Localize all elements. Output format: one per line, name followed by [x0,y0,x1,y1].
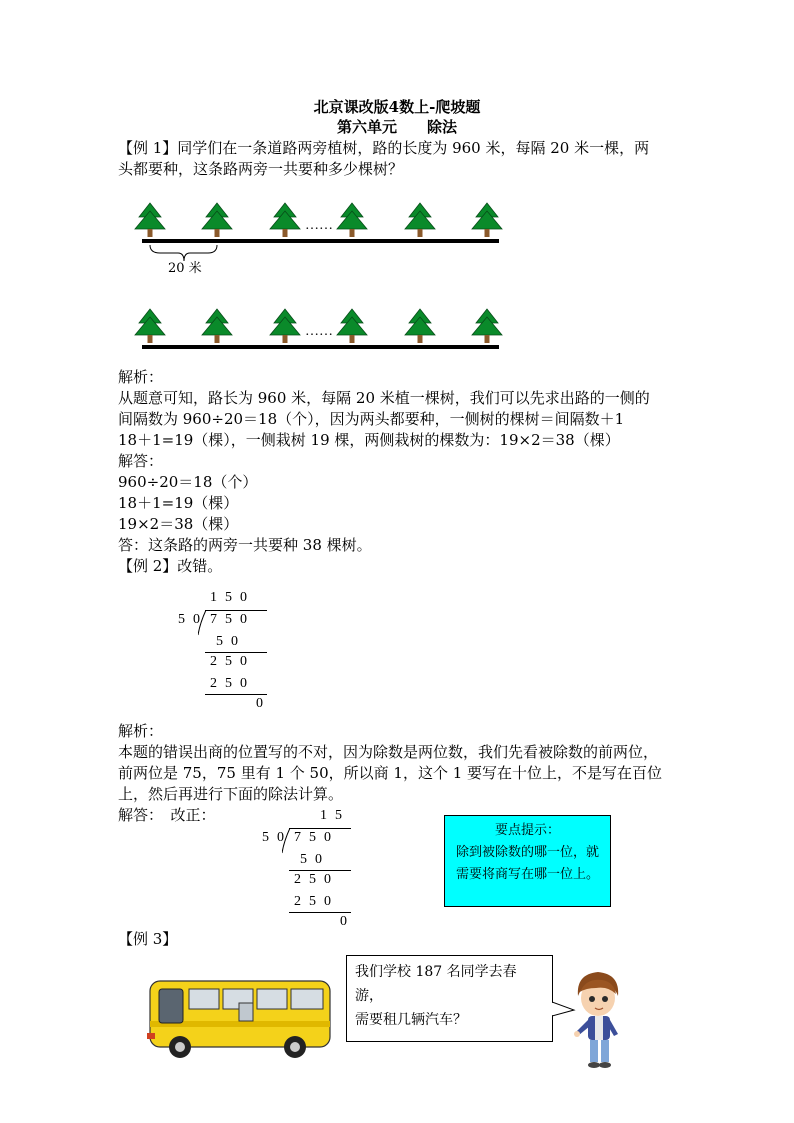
analysis-line: 本题的错误出商的位置写的不对，因为除数是两位数，我们先看被除数的前两位， [118,743,659,761]
ellipsis-dots: …… [305,324,333,339]
example3-heading: 【例 3】 [118,930,178,948]
answer-line: 18＋1=19（棵） [118,494,239,512]
tree-icon [472,309,502,343]
final-answer: 答：这条路的两旁一共要种 38 棵树。 [118,536,372,554]
step-remainder: 250 [210,654,255,669]
divisor: 50 [262,830,292,845]
quotient: 150 [210,590,255,605]
step-product: 50 [216,634,246,649]
tree-icon [135,309,165,343]
road-line [142,239,499,243]
answer-label: 解答： [118,452,164,470]
tree-icon [472,203,502,237]
ellipsis-dots: …… [305,218,333,233]
tree-icon [202,309,232,343]
analysis-label: 解析： [118,368,164,386]
tree-icon [405,203,435,237]
analysis-label: 解析： [118,722,164,740]
analysis-line: 上，然后再进行下面的除法计算。 [118,785,344,803]
boy-character-illustration [568,968,628,1073]
bubble-line: 我们学校 187 名同学去春游， [355,964,517,1004]
analysis-line: 间隔数为 960÷20＝18（个），因为两头都要种，一侧树的棵树＝间隔数＋1 [118,410,625,428]
final-remainder: 0 [340,914,355,929]
tree-icon [202,203,232,237]
answer-line: 19×2＝38（棵） [118,515,239,533]
step-product: 250 [210,676,255,691]
tree-planting-diagram [130,195,510,360]
answer-label: 解答： 改正： [118,806,216,824]
dividend: 750 [294,830,339,845]
tree-icon [270,309,300,343]
key-point-tip-box [444,815,611,907]
interval-label: 20 米 [168,261,202,276]
example1-question-line1: 【例 1】同学们在一条道路两旁植树，路的长度为 960 米，每隔 20 米一棵，两 [118,139,650,157]
tip-line: 除到被除数的哪一位，就 [455,845,599,860]
dividend: 750 [210,612,255,627]
tree-icon [337,309,367,343]
speech-bubble [346,955,553,1042]
quotient: 15 [320,808,350,823]
interval-brace [150,245,217,261]
wrong-long-division [170,590,280,710]
tree-icon [135,203,165,237]
tip-title: 要点提示： [494,823,560,838]
step-product: 250 [294,894,339,909]
tip-line: 需要将商写在哪一位上。 [455,867,599,882]
page-title: 北京课改版4数上-爬坡题 [313,98,481,116]
analysis-line: 从题意可知，路长为 960 米，每隔 20 米植一棵树，我们可以先求出路的一侧的 [118,389,650,407]
example1-question-line2: 头都要种，这条路两旁一共要种多少棵树？ [118,160,404,178]
analysis-line: 前两位是 75，75 里有 1 个 50，所以商 1，这个 1 要写在十位上，不是写在百位 [118,764,663,782]
tree-icon [270,203,300,237]
analysis-line: 18＋1=19（棵），一侧栽树 19 棵，两侧栽树的棵数为：19×2＝38（棵） [118,431,620,449]
unit-subtitle: 第六单元 除法 [336,118,457,136]
tree-icon [405,309,435,343]
road-line [142,345,499,349]
final-remainder: 0 [256,696,271,711]
example2-heading: 【例 2】改错。 [118,557,223,575]
bubble-line: 需要租几辆汽车？ [355,1012,467,1028]
correct-long-division [254,808,364,933]
step-remainder: 250 [294,872,339,887]
answer-line: 960÷20＝18（个） [118,473,258,491]
step-product: 50 [300,852,330,867]
school-bus-illustration [145,975,335,1060]
tree-icon [337,203,367,237]
divisor: 50 [178,612,208,627]
